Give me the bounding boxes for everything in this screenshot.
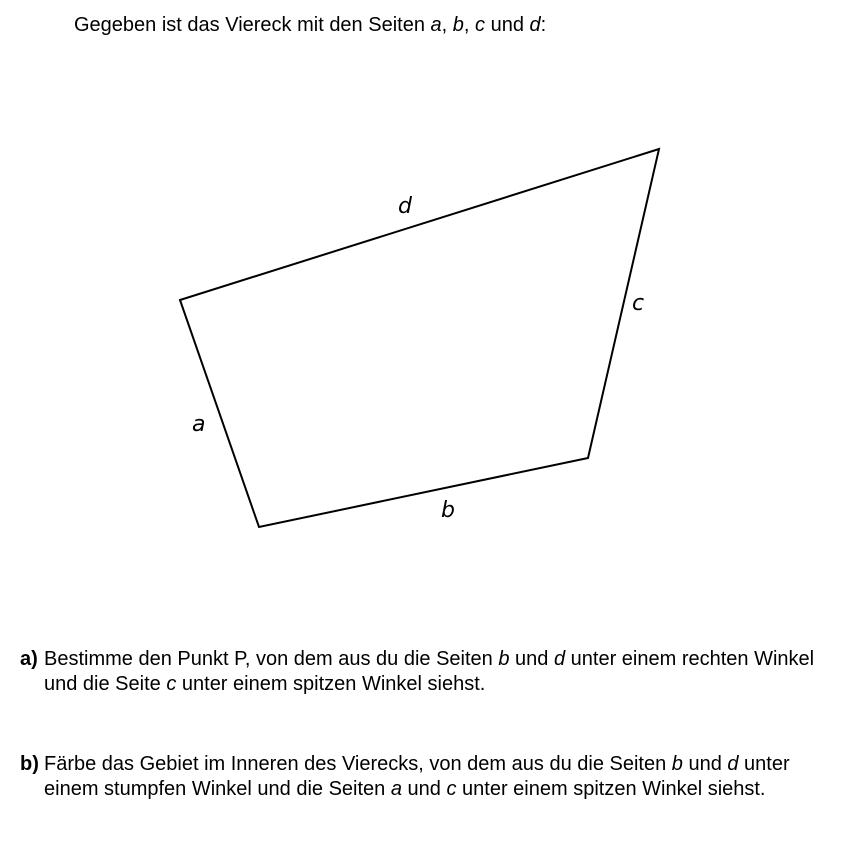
side-label-a: a xyxy=(192,412,206,437)
intro-side-a: a xyxy=(430,14,442,36)
task-a-part: und xyxy=(509,648,554,670)
intro-part: , xyxy=(441,14,453,36)
task-b-part: unter einem spitzen Winkel siehst. xyxy=(456,778,766,800)
task-b-side-b: b xyxy=(671,753,683,775)
task-b-label: b) xyxy=(20,753,39,775)
task-a-part: unter einem spitzen Winkel siehst. xyxy=(176,673,486,695)
task-a xyxy=(20,647,835,697)
intro-side-d: d xyxy=(529,14,541,36)
task-b-side-c: c xyxy=(446,778,457,800)
side-label-c: c xyxy=(632,291,645,316)
task-a-side-b: b xyxy=(498,648,510,670)
task-b-part: und xyxy=(682,753,728,775)
task-b-part: unter einem stumpfen Winkel und die Seiten xyxy=(44,753,790,800)
intro-part: : xyxy=(540,14,547,36)
task-b-side-d: d xyxy=(727,753,739,775)
intro-side-b: b xyxy=(452,14,464,36)
quadrilateral-shape xyxy=(180,149,659,527)
side-label-b: b xyxy=(441,498,455,523)
task-a-side-d: d xyxy=(553,648,566,670)
task-a-part: Bestimme den Punkt P, von dem aus du die Seiten xyxy=(44,648,499,670)
task-b-text xyxy=(20,752,835,802)
task-a-part: unter einem rechten Winkel und die Seite xyxy=(44,648,815,695)
task-a-label: a) xyxy=(20,648,38,670)
task-b-part: und xyxy=(401,778,447,800)
task-b xyxy=(20,752,835,802)
task-b-side-a: a xyxy=(390,778,402,800)
intro-part: , xyxy=(463,14,476,36)
task-a-text xyxy=(20,647,835,697)
intro-part: und xyxy=(485,14,530,36)
intro-part: Gegeben ist das Viereck mit den Seiten xyxy=(74,14,431,36)
task-b-part: Färbe das Gebiet im Inneren des Vierecks, von dem aus du die Seiten xyxy=(44,753,672,775)
side-label-d: d xyxy=(398,194,412,219)
intro-side-c: c xyxy=(475,14,486,36)
task-a-side-c: c xyxy=(166,673,177,695)
